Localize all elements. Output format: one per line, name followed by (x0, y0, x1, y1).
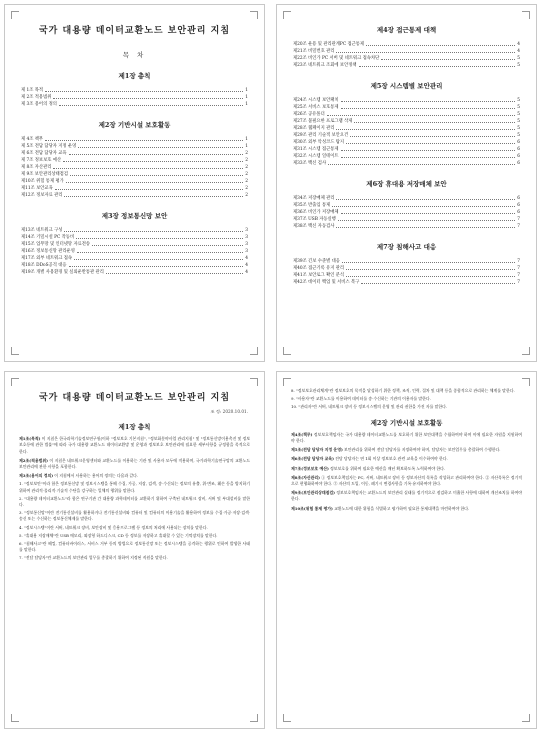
toc-leader-dots (341, 101, 516, 102)
toc-entry-label: 제 5조 전담 담당자 지정 운영 (21, 144, 77, 149)
toc-page-number: 5 (517, 56, 520, 61)
toc-leader-dots (55, 189, 244, 190)
toc-page-number: 6 (517, 196, 520, 201)
toc-leader-dots (77, 252, 243, 253)
article-heading: 제5조(전담 담당자 지정 운영) (291, 447, 343, 453)
toc-entry-label: 제10조 위험 통제 평가 (21, 179, 64, 184)
toc-page-number: 6 (517, 210, 520, 215)
toc-entry-label: 제40조 접근기록 유지 관리 (293, 266, 345, 271)
toc-entry-label: 제 9조 보안관리상태점검 (21, 172, 68, 177)
toc-entry-label: 제 1조 목적 (21, 88, 44, 93)
toc-chapter-heading: 제5장 시스템별 보안관리 (370, 82, 443, 90)
article-paragraph (291, 490, 522, 502)
article-text: 이 지침은 한국과학기술정보연구원(이하 "정보보호 기본지침", "정보화분야사업 관리지침" 및 "정보통신망이용촉진 및 정보보호등에 관한 법률"에 따라 국가 대용량 교환노드 데이터교환망 및 운영과 정보보호 보안관리에 필요한 세부사항을 규정함을 목적으로 한다. (19, 436, 250, 454)
toc-leader-dots (354, 122, 515, 123)
article-text: 5. "휴대용 저장매체"란 USB 메모리, 외장형 하드디스크, CD 등 정보를 저장하고 휴대할 수 있는 기억장치를 말한다. (19, 532, 218, 538)
toc-leader-dots (64, 196, 243, 197)
toc-page-number: 3 (245, 242, 248, 247)
article-text: 이 지침은 네트워크운영센터와 교환노드를 이용하는 기관 및 사용자 모두에 적용하며, 국가과학기술연구망의 교환노드 보안관리에 관한 사항을 포함한다. (19, 457, 250, 470)
toc-entry[interactable] (293, 223, 520, 230)
crop-mark (522, 378, 530, 386)
toc-entry[interactable] (21, 171, 248, 178)
toc-page-number: 2 (245, 193, 248, 198)
toc-leader-dots (69, 266, 244, 267)
toc-entry[interactable] (21, 185, 248, 192)
toc-page-number: 2 (245, 151, 248, 156)
toc-entry-label: 제39조 긴보 수준별 대응 (293, 259, 340, 264)
toc-entry[interactable] (293, 139, 520, 146)
toc-entry[interactable] (21, 269, 248, 276)
definition-item (19, 525, 250, 531)
article-text: 보안관리를 위하여 전담 담당자를 지정하여야 하며, 담당자는 보안업무를 총괄하여 수행한다. (342, 447, 501, 453)
toc-leader-dots (341, 108, 516, 109)
toc-entry[interactable] (21, 262, 248, 269)
toc-entry-label: 제16조 정보통신망 관리운영 (21, 249, 75, 254)
article-text: 전담 담당자는 연 1회 이상 정보보호 관련 교육을 이수하여야 한다. (333, 456, 448, 462)
toc-leader-dots (346, 269, 515, 270)
toc-page-number: 1 (245, 137, 248, 142)
toc-entry[interactable] (21, 192, 248, 199)
toc-entry-label: 제27조 불필요한 프로그램 삭제 (293, 119, 353, 124)
revision-date: 조 정: 2020.10.01. (210, 409, 248, 414)
toc-page-number: 5 (517, 98, 520, 103)
toc-entry[interactable] (293, 265, 520, 272)
article-paragraph (19, 473, 250, 479)
toc-list (293, 41, 520, 69)
definition-item (19, 555, 250, 561)
article-text: 2. "대용량 데이터교환노드"라 함은 연구기관 간 대용량 과학데이터를 교환하기 위하여 구축된 네트워크 장비, 서버 및 부대설비를 말한다. (19, 495, 250, 508)
toc-entry-label: 제36조 비인가 저장매체 (293, 210, 339, 215)
toc-leader-dots (359, 66, 516, 67)
toc-page-number: 4 (517, 49, 520, 54)
toc-entry[interactable] (21, 255, 248, 262)
crop-mark (11, 378, 19, 386)
toc-entry[interactable] (21, 143, 248, 150)
definition-list (291, 388, 522, 411)
toc-leader-dots (106, 273, 243, 274)
toc-entry-label: 제21조 비밀번호 관리 (293, 49, 335, 54)
toc-page-number: 7 (517, 266, 520, 271)
toc-leader-dots (78, 147, 243, 148)
toc-entry-label: 제26조 공유폴더 (293, 112, 325, 117)
article-paragraph (291, 447, 522, 453)
toc-page-number: 5 (517, 126, 520, 131)
definition-item (19, 481, 250, 493)
toc-leader-dots (64, 231, 243, 232)
toc-entry-label: 제23조 네트워크 조회에 보안정책 (293, 63, 357, 68)
toc-page-number: 7 (517, 280, 520, 285)
definition-item (291, 388, 522, 394)
toc-entry[interactable] (293, 48, 520, 55)
toc-entry-label: 제42조 데이터 백업 및 서비스 복구 (293, 280, 360, 285)
toc-page-number: 7 (517, 259, 520, 264)
toc-list (293, 195, 520, 230)
toc-page-number: 3 (245, 249, 248, 254)
toc-chapter-heading: 제2장 기반시설 보호활동 (98, 121, 171, 129)
toc-entry-label: 제 7조 정보보호 예산 (21, 158, 62, 163)
crop-mark (522, 11, 530, 19)
toc-page-number: 2 (245, 165, 248, 170)
toc-entry[interactable] (293, 125, 520, 132)
toc-page-number: 5 (517, 112, 520, 117)
toc-entry[interactable] (293, 104, 520, 111)
toc-entry-label: 제 2조 적용범위 (21, 95, 52, 100)
toc-entry-label: 제32조 시스템 일테이트 (293, 154, 339, 159)
crop-mark (11, 11, 19, 19)
toc-leader-dots (341, 213, 516, 214)
toc-leader-dots (76, 238, 243, 239)
toc-entry-label: 제31조 시스템 접근통제 (293, 147, 339, 152)
toc-entry-label: 제 6조 전담 담당자 교육 (21, 151, 67, 156)
toc-page-number: 7 (517, 217, 520, 222)
toc-entry[interactable] (293, 272, 520, 279)
article-list (19, 436, 250, 561)
toc-page-number: 4 (245, 256, 248, 261)
toc-entry[interactable] (21, 164, 248, 171)
toc-entry-label: 제13조 네트워크 구성 (21, 228, 63, 233)
toc-entry[interactable] (21, 150, 248, 157)
page-toc-1 (5, 5, 264, 361)
toc-entry-label: 제28조 웹페이지 관리 (293, 126, 335, 131)
definition-item (19, 510, 250, 522)
crop-mark (522, 714, 530, 722)
toc-entry[interactable] (293, 216, 520, 223)
toc-leader-dots (366, 45, 515, 46)
toc-chapter-heading: 제6장 휴대용 저장매체 보안 (366, 180, 447, 188)
article-paragraph (19, 436, 250, 455)
page-body-2 (277, 372, 536, 728)
crop-mark (522, 347, 530, 355)
toc-entry[interactable] (21, 87, 248, 94)
toc-entry[interactable] (293, 160, 520, 167)
article-paragraph (291, 506, 522, 512)
toc-entry[interactable] (293, 132, 520, 139)
document-title: 국가 대용량 데이터교환노드 보안관리 지침 (38, 26, 231, 36)
toc-entry-label: 제18조 DDoS공격 대응 (21, 263, 67, 268)
toc-page-number: 5 (517, 105, 520, 110)
article-text: 7. "전담 담당자"란 교환노드의 보안관리 업무를 총괄하기 위하여 지정된 직원을 말한다. (19, 555, 168, 561)
toc-leader-dots (336, 227, 515, 228)
article-text: 6. "침해사고"란 해킹, 컴퓨터바이러스, 서비스 거부 등의 방법으로 정보통신망 또는 정보시스템을 공격하는 행위로 인하여 발생한 사태를 말한다. (19, 541, 250, 553)
toc-entry-label: 제19조 개별 사용환경 및 실외운반통관 관리 (21, 270, 104, 275)
toc-heading: 목 차 (122, 51, 147, 59)
toc-entry-label: 제25조 서비스 보호통제 (293, 105, 339, 110)
toc-page-number: 4 (517, 42, 520, 47)
toc-entry-label: 제24조 시스템 보안패치 (293, 98, 339, 103)
chapter-heading: 제1장 총칙 (118, 423, 151, 431)
toc-leader-dots (53, 168, 243, 169)
crop-mark (283, 11, 291, 19)
article-text: 이 지침에서 사용하는 용어의 정의는 다음과 같다. (53, 473, 139, 479)
toc-section (5, 71, 264, 276)
article-list (291, 432, 522, 512)
toc-entry-label: 제 8조 자산관리 (21, 165, 52, 170)
toc-entry-label: 제35조 반출입 통제 (293, 203, 331, 208)
toc-page-number: 5 (517, 133, 520, 138)
toc-leader-dots (350, 136, 515, 137)
article-heading: 제4조(책무) (291, 431, 313, 437)
toc-entry[interactable] (21, 248, 248, 255)
definition-item (19, 533, 250, 539)
article-text: 정보보호책임자는 교환노드의 보안관리 실태를 정기적으로 점검하고 미흡한 사항에 대하여 개선조치를 하여야 한다. (291, 490, 522, 502)
toc-entry-label: 제41조 보안로그 확인 분석 (293, 273, 345, 278)
toc-leader-dots (346, 276, 515, 277)
toc-leader-dots (327, 115, 516, 116)
toc-entry-label: 제29조 관리 기술적 보안요건 (293, 133, 349, 138)
toc-section (277, 25, 536, 286)
article-text: ① 정보보호책임자는 PC, 서버, 네트워크 장비 등 정보자산의 목록을 작성하고 관리하여야 한다. ② 자산목록은 정기적으로 현행화하여야 한다. ③ 자산의 도입, 이동, 폐기시 변경사항을 기록·유지하여야 한다. (291, 474, 522, 487)
toc-entry[interactable] (293, 146, 520, 153)
toc-page-number: 3 (245, 235, 248, 240)
toc-leader-dots (341, 157, 516, 158)
toc-entry-label: 제38조 백신 자동검사 (293, 224, 335, 229)
definition-item (19, 541, 250, 553)
article-heading: 제10조(위험 통제 평가) (291, 505, 333, 511)
toc-page-number: 4 (245, 263, 248, 268)
toc-leader-dots (59, 105, 243, 106)
article-paragraph (291, 432, 522, 444)
toc-list (293, 258, 520, 286)
toc-page-number: 1 (245, 88, 248, 93)
article-heading: 제8조(자산관리) (291, 474, 320, 480)
article-text: 8. "정보보호관리체계"란 정보보호의 목적을 달성하기 위한 정책, 조직, 인력, 절차 및 대책 등을 종합적으로 관리하는 체계를 말한다. (291, 388, 515, 393)
toc-entry-label: 제17조 외부 네트워크 접속 (21, 256, 73, 261)
toc-entry[interactable] (293, 195, 520, 202)
crop-mark (11, 714, 19, 722)
toc-chapter-heading: 제1장 총칙 (118, 72, 151, 80)
toc-chapter-heading: 제3장 정보통신망 보안 (101, 212, 168, 220)
toc-entry[interactable] (293, 55, 520, 62)
toc-entry-label: 제11조 보안교육 (21, 186, 53, 191)
article-heading: 제7조(정보보호 예산) (291, 465, 329, 471)
article-text: 4. "정보시스템"이란 서버, 네트워크 장비, 보안장비 및 응용프로그램 등 정보의 처리에 사용되는 장치를 말한다. (19, 524, 208, 530)
body-text (291, 388, 522, 512)
definition-item (19, 496, 250, 508)
toc-entry-label: 제 4조 책무 (21, 137, 44, 142)
toc-leader-dots (336, 52, 515, 53)
toc-entry[interactable] (293, 279, 520, 286)
toc-leader-dots (45, 91, 243, 92)
toc-page-number: 2 (245, 179, 248, 184)
article-heading: 제3조(용어의 정의) (19, 473, 54, 479)
toc-list (21, 227, 248, 276)
toc-leader-dots (346, 143, 515, 144)
toc-page-number: 6 (517, 140, 520, 145)
crop-mark (250, 11, 258, 19)
toc-page-number: 1 (245, 102, 248, 107)
article-text: 정보보호책임자는 국가 대용량 데이터교환노드를 보호하기 위한 보안대책을 수립하여야 하며 이에 필요한 자원을 지원하여야 한다. (291, 431, 522, 444)
toc-entry[interactable] (293, 97, 520, 104)
toc-leader-dots (53, 98, 243, 99)
toc-leader-dots (45, 140, 243, 141)
toc-page-number: 7 (517, 273, 520, 278)
crop-mark (11, 347, 19, 355)
article-text: 3. "정보통신망"이란 전기통신설비를 활용하거나 전기통신설비와 컴퓨터 및 컴퓨터의 이용기술을 활용하여 정보를 수집·가공·저장·검색·송신 또는 수신하는 정보통신체제를 말한다. (19, 510, 250, 522)
toc-entry[interactable] (21, 101, 248, 108)
toc-page-number: 1 (245, 95, 248, 100)
toc-entry-label: 제33조 백신 검사 (293, 161, 327, 166)
toc-entry[interactable] (293, 118, 520, 125)
page-toc-2 (277, 5, 536, 361)
toc-leader-dots (328, 164, 515, 165)
toc-leader-dots (63, 161, 243, 162)
toc-page-number: 1 (245, 144, 248, 149)
toc-leader-dots (336, 129, 515, 130)
toc-page-number: 6 (517, 147, 520, 152)
toc-entry[interactable] (21, 178, 248, 185)
toc-leader-dots (342, 262, 515, 263)
toc-entry[interactable] (21, 234, 248, 241)
toc-entry[interactable] (21, 94, 248, 101)
toc-page-number: 3 (245, 228, 248, 233)
toc-leader-dots (332, 206, 515, 207)
toc-entry[interactable] (293, 62, 520, 69)
toc-entry-label: 제12조 정보자료 관리 (21, 193, 63, 198)
article-text: 10. "관리자"란 서버, 네트워크 장비 등 정보시스템의 운영 및 관리 권한을 가진 자를 말한다. (291, 404, 448, 410)
crop-mark (250, 378, 258, 386)
article-heading: 제9조(보안관리상태점검) (291, 490, 335, 496)
article-text: 정보보호를 위하여 필요한 예산을 매년 확보하도록 노력하여야 한다. (328, 465, 446, 471)
toc-entry-label: 제30조 외부 악성코드 탐지 (293, 140, 345, 145)
crop-mark (283, 378, 291, 386)
toc-leader-dots (92, 245, 243, 246)
toc-chapter-heading: 제4장 접근통제 대책 (376, 26, 437, 34)
toc-list (21, 87, 248, 108)
toc-page-number: 4 (245, 270, 248, 275)
toc-leader-dots (66, 182, 243, 183)
toc-list (21, 136, 248, 199)
crop-mark (250, 347, 258, 355)
toc-entry-label: 제20조 운용 및 관리관계PC 접근통제 (293, 42, 365, 47)
article-paragraph (291, 466, 522, 472)
article-heading: 제1조(목적) (19, 436, 41, 442)
toc-entry[interactable] (21, 241, 248, 248)
article-paragraph (291, 475, 522, 487)
crop-mark (283, 714, 291, 722)
toc-entry[interactable] (293, 153, 520, 160)
chapter-heading: 제2장 기반시설 보호활동 (370, 418, 443, 427)
toc-leader-dots (381, 59, 515, 60)
toc-leader-dots (338, 220, 515, 221)
article-heading: 제2조(적용범위) (19, 457, 48, 463)
toc-entry[interactable] (293, 202, 520, 209)
article-text: 1. "정보보안"이라 함은 정보통신망 및 정보시스템을 통해 수집, 가공, 저장, 검색, 송·수신되는 정보의 유출, 위·변조, 훼손 등을 방지하기 위하여 관리적·물리적·기술적 수단을 강구하는 일체의 행위를 말한다. (19, 481, 250, 493)
toc-entry[interactable] (293, 209, 520, 216)
toc-leader-dots (70, 175, 243, 176)
toc-entry[interactable] (293, 41, 520, 48)
toc-page-number: 5 (517, 63, 520, 68)
toc-leader-dots (69, 154, 244, 155)
toc-page-number: 2 (245, 158, 248, 163)
toc-entry-label: 제34조 저장매체 관리 (293, 196, 335, 201)
toc-page-number: 2 (245, 186, 248, 191)
toc-page-number: 5 (517, 119, 520, 124)
article-text: 9. "사용자"란 교환노드를 이용하여 데이터를 송·수신하는 기관의 이용자를 말한다. (291, 396, 431, 402)
toc-leader-dots (341, 150, 516, 151)
toc-leader-dots (336, 199, 515, 200)
toc-list (293, 97, 520, 167)
definition-item (291, 404, 522, 410)
toc-page-number: 6 (517, 161, 520, 166)
toc-entry-label: 제 3조 용어의 정의 (21, 102, 57, 107)
toc-entry[interactable] (21, 136, 248, 143)
toc-chapter-heading: 제7장 침해사고 대응 (376, 243, 437, 251)
toc-entry-label: 제15조 업무망 및 인터넷망 자료전송 (21, 242, 91, 247)
article-text: 교환노드에 대한 위험을 식별하고 평가하여 필요한 통제대책을 마련하여야 한다. (332, 505, 470, 511)
toc-entry[interactable] (21, 157, 248, 164)
body-text (19, 424, 250, 562)
toc-entry[interactable] (21, 227, 248, 234)
toc-entry[interactable] (293, 111, 520, 118)
toc-entry-label: 제37조 USB 자동실행 (293, 217, 336, 222)
definition-item (291, 396, 522, 402)
toc-entry-label: 제14조 기밀시설 PC 작동비 (21, 235, 75, 240)
toc-entry[interactable] (293, 258, 520, 265)
toc-page-number: 7 (517, 224, 520, 229)
toc-page-number: 2 (245, 172, 248, 177)
article-heading: 제6조(전담 담당자 교육) (291, 456, 334, 462)
toc-leader-dots (361, 283, 515, 284)
toc-page-number: 6 (517, 203, 520, 208)
toc-leader-dots (74, 259, 243, 260)
crop-mark (283, 347, 291, 355)
toc-entry-label: 제22조 비인가 PC 서버 및 네트워크 접속차단 (293, 56, 380, 61)
page-body-1 (5, 372, 264, 728)
document-title: 국가 대용량 데이터교환노드 보안관리 지침 (38, 393, 231, 403)
toc-page-number: 6 (517, 154, 520, 159)
article-paragraph (19, 458, 250, 470)
crop-mark (250, 714, 258, 722)
article-paragraph (291, 456, 522, 462)
